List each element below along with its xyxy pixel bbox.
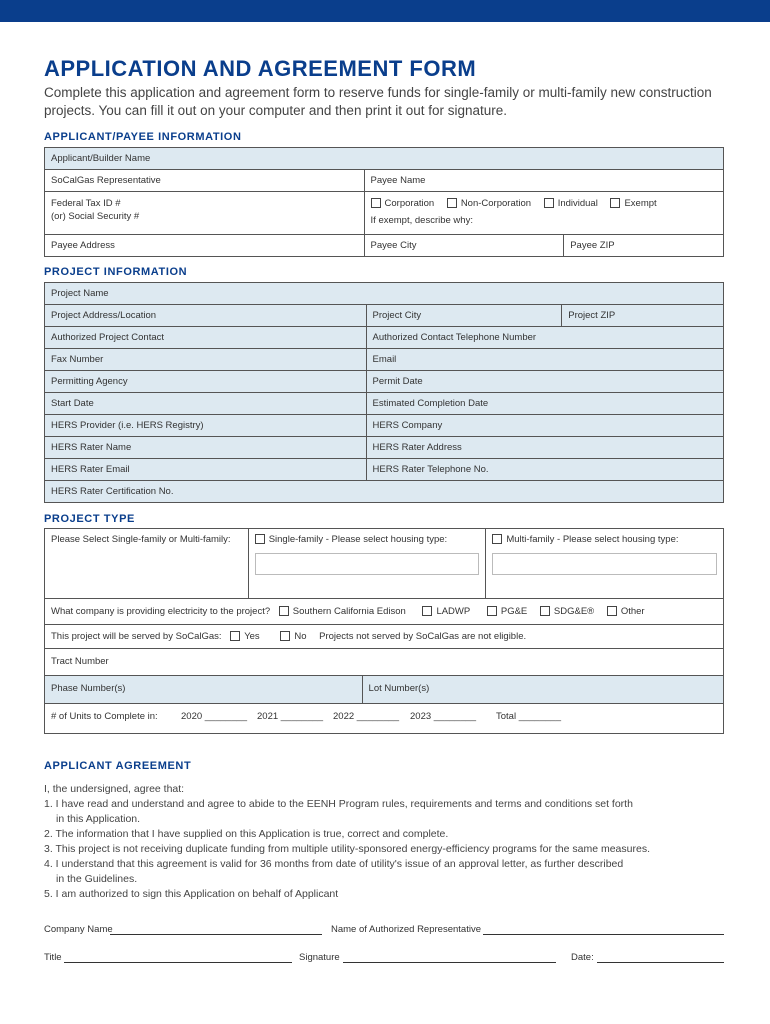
- payee-zip-field[interactable]: [564, 235, 724, 256]
- non-corporation-checkbox[interactable]: [447, 198, 457, 208]
- non-corporation-label: Non-Corporation: [460, 198, 532, 209]
- exempt-describe-label: If exempt, describe why:: [370, 215, 473, 226]
- individual-checkbox[interactable]: [544, 198, 554, 208]
- multi-family-dropdown[interactable]: [492, 553, 717, 575]
- hers-rater-phone-label: HERS Rater Telephone No.: [372, 464, 489, 475]
- units-total[interactable]: Total ________: [496, 711, 561, 722]
- top-banner: [0, 0, 770, 22]
- agreement-item-2: 2. The information that I have supplied on this Application is true, correct and complete.: [44, 828, 449, 840]
- exempt-label: Exempt: [624, 198, 657, 209]
- tax-id-field[interactable]: [45, 192, 365, 234]
- project-name-field[interactable]: [45, 283, 724, 304]
- units-row: [45, 704, 724, 733]
- hers-company-field[interactable]: [367, 415, 724, 436]
- hers-rater-name-field[interactable]: [45, 437, 367, 458]
- applicant-table: [44, 147, 724, 257]
- hers-rater-email-field[interactable]: [45, 459, 367, 480]
- ssn-label: (or) Social Security #: [51, 211, 140, 222]
- single-family-label: Single-family - Please select housing type:: [268, 534, 448, 545]
- ladwp-label: LADWP: [436, 606, 471, 617]
- single-family-dropdown[interactable]: [255, 553, 480, 575]
- builder-name-label: Applicant/Builder Name: [51, 153, 151, 164]
- pge-label: PG&E: [500, 606, 528, 617]
- agreement-lead: I, the undersigned, agree that:: [44, 783, 185, 795]
- project-city-field[interactable]: [367, 305, 563, 326]
- units-label: # of Units to Complete in:: [51, 711, 158, 722]
- title-line[interactable]: [64, 962, 292, 963]
- hers-rater-address-label: HERS Rater Address: [372, 442, 462, 453]
- hers-provider-field[interactable]: [45, 415, 367, 436]
- permitting-agency-field[interactable]: [45, 371, 367, 392]
- fax-field[interactable]: [45, 349, 367, 370]
- individual-label: Individual: [557, 198, 598, 209]
- section-project: PROJECT INFORMATION: [44, 266, 188, 278]
- corporation-label: Corporation: [384, 198, 435, 209]
- section-project-type: PROJECT TYPE: [44, 513, 135, 525]
- email-label: Email: [372, 354, 397, 365]
- units-2023[interactable]: 2023 ________: [410, 711, 477, 722]
- project-table: [44, 282, 724, 503]
- hers-company-label: HERS Company: [372, 420, 443, 431]
- single-family-checkbox[interactable]: [255, 534, 265, 544]
- permit-date-label: Permit Date: [372, 376, 423, 387]
- payee-name-field[interactable]: [365, 170, 724, 191]
- contact-phone-field[interactable]: [367, 327, 724, 348]
- title-label: Title: [44, 952, 62, 963]
- project-zip-field[interactable]: [562, 305, 724, 326]
- payee-city-field[interactable]: [365, 235, 565, 256]
- other-utility-checkbox[interactable]: [607, 606, 617, 616]
- date-line[interactable]: [597, 962, 724, 963]
- agreement-item-4-cont: in the Guidelines.: [56, 873, 138, 885]
- hers-provider-label: HERS Provider (i.e. HERS Registry): [51, 420, 204, 431]
- lot-number-field[interactable]: [363, 676, 724, 703]
- section-agreement: APPLICANT AGREEMENT: [44, 760, 192, 772]
- rep-name-label: Name of Authorized Representative: [331, 924, 481, 935]
- agreement-item-1-cont: in this Application.: [56, 813, 141, 825]
- corporation-checkbox[interactable]: [371, 198, 381, 208]
- tract-number-label: Tract Number: [51, 656, 109, 667]
- completion-date-label: Estimated Completion Date: [372, 398, 489, 409]
- served-yes-checkbox[interactable]: [230, 631, 240, 641]
- hers-rater-address-field[interactable]: [367, 437, 724, 458]
- payee-type-field: [365, 192, 724, 234]
- date-label: Date:: [571, 952, 594, 963]
- hers-rater-email-label: HERS Rater Email: [51, 464, 130, 475]
- signature-label: Signature: [299, 952, 340, 963]
- sdge-label: SDG&E®: [553, 606, 595, 617]
- project-address-field[interactable]: [45, 305, 367, 326]
- hers-rater-phone-field[interactable]: [367, 459, 724, 480]
- project-contact-field[interactable]: [45, 327, 367, 348]
- pge-checkbox[interactable]: [487, 606, 497, 616]
- project-contact-label: Authorized Project Contact: [51, 332, 165, 343]
- served-yes-label: Yes: [244, 631, 260, 642]
- hers-cert-label: HERS Rater Certification No.: [51, 486, 174, 497]
- electricity-provider-row: [45, 599, 724, 624]
- tract-number-field[interactable]: [45, 649, 724, 675]
- served-no-label: No: [294, 631, 307, 642]
- sdge-checkbox[interactable]: [540, 606, 550, 616]
- company-name-line[interactable]: [110, 934, 322, 935]
- sce-label: Southern California Edison: [292, 606, 406, 617]
- hers-rater-name-label: HERS Rater Name: [51, 442, 132, 453]
- other-utility-label: Other: [620, 606, 645, 617]
- socalgas-rep-field[interactable]: [45, 170, 365, 191]
- multi-family-cell: [486, 529, 724, 598]
- agreement-text: [44, 782, 734, 902]
- project-name-label: Project Name: [51, 288, 109, 299]
- multi-family-checkbox[interactable]: [492, 534, 502, 544]
- socalgas-served-row: [45, 625, 724, 648]
- multi-family-label: Multi-family - Please select housing type:: [506, 534, 679, 545]
- not-eligible-note: Projects not served by SoCalGas are not eligible.: [319, 631, 527, 642]
- payee-address-label: Payee Address: [51, 240, 115, 251]
- sce-checkbox[interactable]: [279, 606, 289, 616]
- start-date-field[interactable]: [45, 393, 367, 414]
- permitting-agency-label: Permitting Agency: [51, 376, 128, 387]
- rep-name-line[interactable]: [483, 934, 724, 935]
- exempt-checkbox[interactable]: [610, 198, 620, 208]
- socalgas-rep-label: SoCalGas Representative: [51, 175, 161, 186]
- agreement-item-5: 5. I am authorized to sign this Application on behalf of Applicant: [44, 888, 339, 900]
- company-name-label: Company Name: [44, 924, 113, 935]
- payee-address-field[interactable]: [45, 235, 365, 256]
- section-applicant: APPLICANT/PAYEE INFORMATION: [44, 131, 242, 143]
- agreement-item-3: 3. This project is not receiving duplicate funding from multiple utility-sponsored energy-efficiency programs for the same measures.: [44, 843, 650, 855]
- ladwp-checkbox[interactable]: [422, 606, 432, 616]
- project-type-table: [44, 528, 724, 734]
- agreement-item-4: 4. I understand that this agreement is valid for 36 months from date of utility's issue of an approval letter, as further described: [44, 858, 624, 870]
- builder-name-field[interactable]: [45, 148, 724, 169]
- units-2022[interactable]: 2022 ________: [333, 711, 400, 722]
- served-no-checkbox[interactable]: [280, 631, 290, 641]
- fax-label: Fax Number: [51, 354, 104, 365]
- project-city-label: Project City: [372, 310, 422, 321]
- electricity-question: What company is providing electricity to the project?: [51, 606, 271, 617]
- lot-number-label: Lot Number(s): [368, 683, 430, 694]
- hers-cert-field[interactable]: [45, 481, 724, 502]
- project-zip-label: Project ZIP: [568, 310, 616, 321]
- contact-phone-label: Authorized Contact Telephone Number: [372, 332, 537, 343]
- tax-id-label: Federal Tax ID #: [51, 198, 121, 209]
- payee-zip-label: Payee ZIP: [570, 240, 615, 251]
- phase-number-field[interactable]: [45, 676, 363, 703]
- start-date-label: Start Date: [51, 398, 94, 409]
- type-select-cell: [45, 529, 249, 598]
- agreement-item-1: 1. I have read and understand and agree to abide to the EENH Program rules, requirements and terms and conditions set forth: [44, 798, 633, 810]
- form-title: APPLICATION AND AGREEMENT FORM: [44, 56, 477, 81]
- signature-line[interactable]: [343, 962, 556, 963]
- single-family-cell: [249, 529, 487, 598]
- units-2021[interactable]: 2021 ________: [257, 711, 324, 722]
- payee-city-label: Payee City: [370, 240, 417, 251]
- payee-name-label: Payee Name: [370, 175, 426, 186]
- completion-date-field[interactable]: [367, 393, 724, 414]
- project-address-label: Project Address/Location: [51, 310, 157, 321]
- email-field[interactable]: [367, 349, 724, 370]
- form-intro: Complete this application and agreement form to reserve funds for single-family or multi-family new construction projects. You can fill it out on your computer and then print it out for signature.: [44, 85, 712, 118]
- permit-date-field[interactable]: [367, 371, 724, 392]
- type-select-label: Please Select Single-family or Multi-family:: [51, 534, 231, 545]
- phase-number-label: Phase Number(s): [51, 683, 126, 694]
- socalgas-served-question: This project will be served by SoCalGas:: [51, 631, 222, 642]
- units-2020[interactable]: 2020 ________: [181, 711, 248, 722]
